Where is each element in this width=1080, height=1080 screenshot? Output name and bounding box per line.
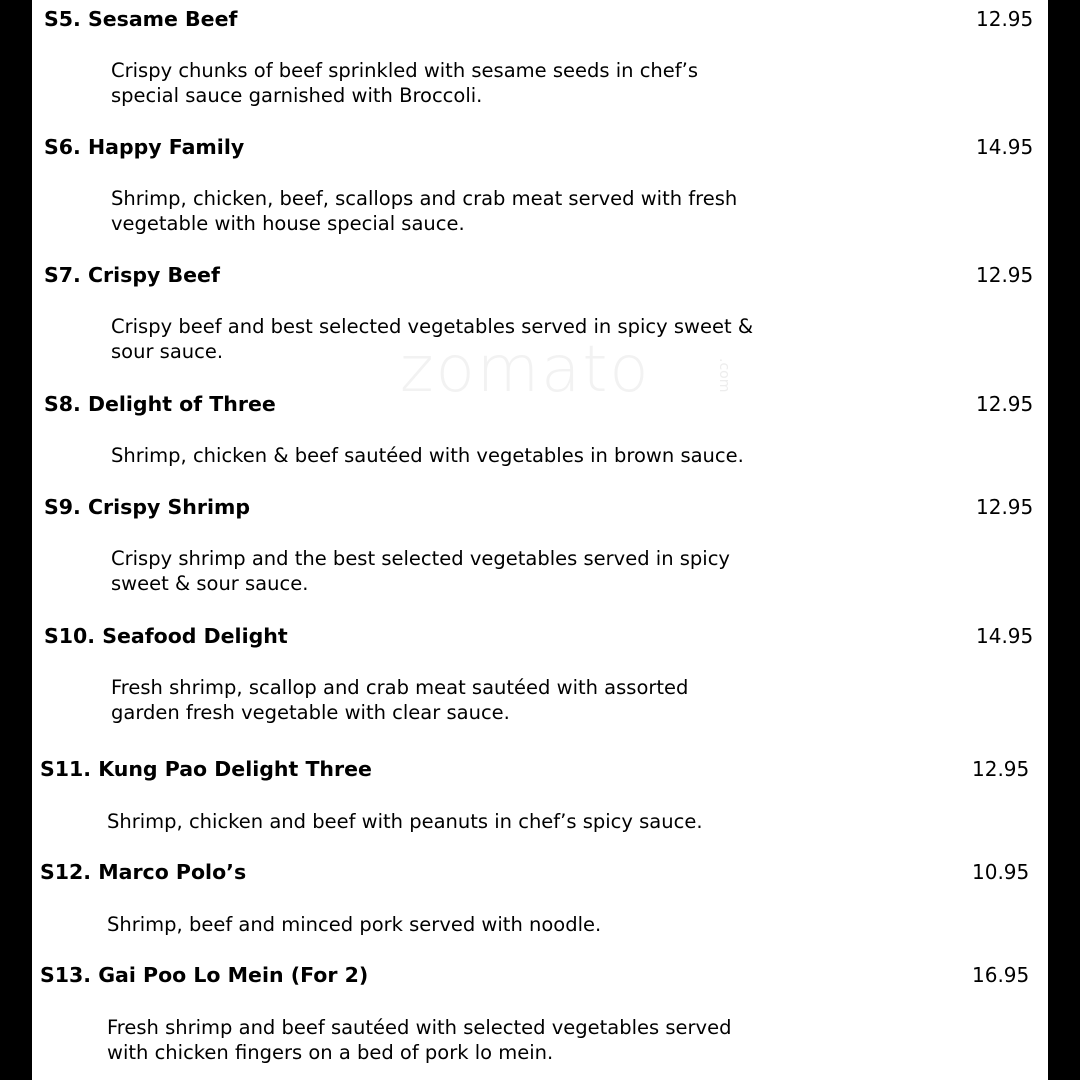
menu-item-description — [107, 1015, 731, 1065]
menu-item-name: S13. Gai Poo Lo Mein (For 2) — [40, 963, 369, 987]
menu-page — [32, 0, 1048, 1080]
menu-item-name: S10. Seafood Delight — [44, 624, 288, 648]
menu-item-description-line: sweet & sour sauce. — [111, 572, 309, 595]
menu-item-price: 16.95 — [972, 963, 1030, 987]
menu-item-price: 12.95 — [972, 757, 1030, 781]
menu-item-description — [111, 186, 737, 236]
menu-item-price: 12.95 — [976, 392, 1034, 416]
menu-item-description — [111, 314, 753, 364]
menu-item-description-line: Crispy beef and best selected vegetables served in spicy sweet & — [111, 315, 754, 338]
menu-item-price: 10.95 — [972, 860, 1030, 884]
menu-item-description — [107, 809, 703, 834]
menu-item-price: 14.95 — [976, 624, 1034, 648]
menu-item-description-line: garden fresh vegetable with clear sauce. — [111, 701, 510, 724]
menu-item-description-line: Fresh shrimp, scallop and crab meat sautéed with assorted — [111, 676, 689, 699]
menu-item-description-line: special sauce garnished with Broccoli. — [111, 84, 483, 107]
menu-item-description-line: Crispy chunks of beef sprinkled with sesame seeds in chef’s — [111, 59, 699, 82]
menu-item-name: S6. Happy Family — [44, 135, 245, 159]
menu-item-description-line: Shrimp, chicken & beef sautéed with vegetables in brown sauce. — [111, 444, 744, 467]
menu-item-description — [111, 443, 744, 468]
menu-item-description-line: Crispy shrimp and the best selected vegetables served in spicy — [111, 547, 730, 570]
menu-item-name: S12. Marco Polo’s — [40, 860, 247, 884]
menu-item-name: S8. Delight of Three — [44, 392, 276, 416]
watermark-domain-suffix: .com — [716, 358, 732, 393]
menu-item-description-line: Shrimp, chicken and beef with peanuts in chef’s spicy sauce. — [107, 810, 703, 833]
menu-item-description — [107, 912, 601, 937]
menu-item-name: S5. Sesame Beef — [44, 7, 238, 31]
watermark-logo: zomato — [400, 333, 651, 407]
menu-item-description-line: Shrimp, chicken, beef, scallops and crab meat served with fresh — [111, 187, 738, 210]
menu-item-description-line: Shrimp, beef and minced pork served with noodle. — [107, 913, 602, 936]
menu-item-name: S9. Crispy Shrimp — [44, 495, 251, 519]
menu-item-name: S7. Crispy Beef — [44, 263, 220, 287]
menu-item-price: 14.95 — [976, 135, 1034, 159]
menu-item-description-line: with chicken fingers on a bed of pork lo mein. — [107, 1041, 554, 1064]
menu-item-description — [111, 58, 698, 108]
menu-item-description-line: Fresh shrimp and beef sautéed with selected vegetables served — [107, 1016, 732, 1039]
menu-item-price: 12.95 — [976, 495, 1034, 519]
menu-item-price: 12.95 — [976, 7, 1034, 31]
menu-item-price: 12.95 — [976, 263, 1034, 287]
menu-item-description — [111, 546, 730, 596]
menu-item-name: S11. Kung Pao Delight Three — [40, 757, 372, 781]
menu-item-description-line: sour sauce. — [111, 340, 224, 363]
menu-item-description — [111, 675, 688, 725]
menu-item-description-line: vegetable with house special sauce. — [111, 212, 465, 235]
